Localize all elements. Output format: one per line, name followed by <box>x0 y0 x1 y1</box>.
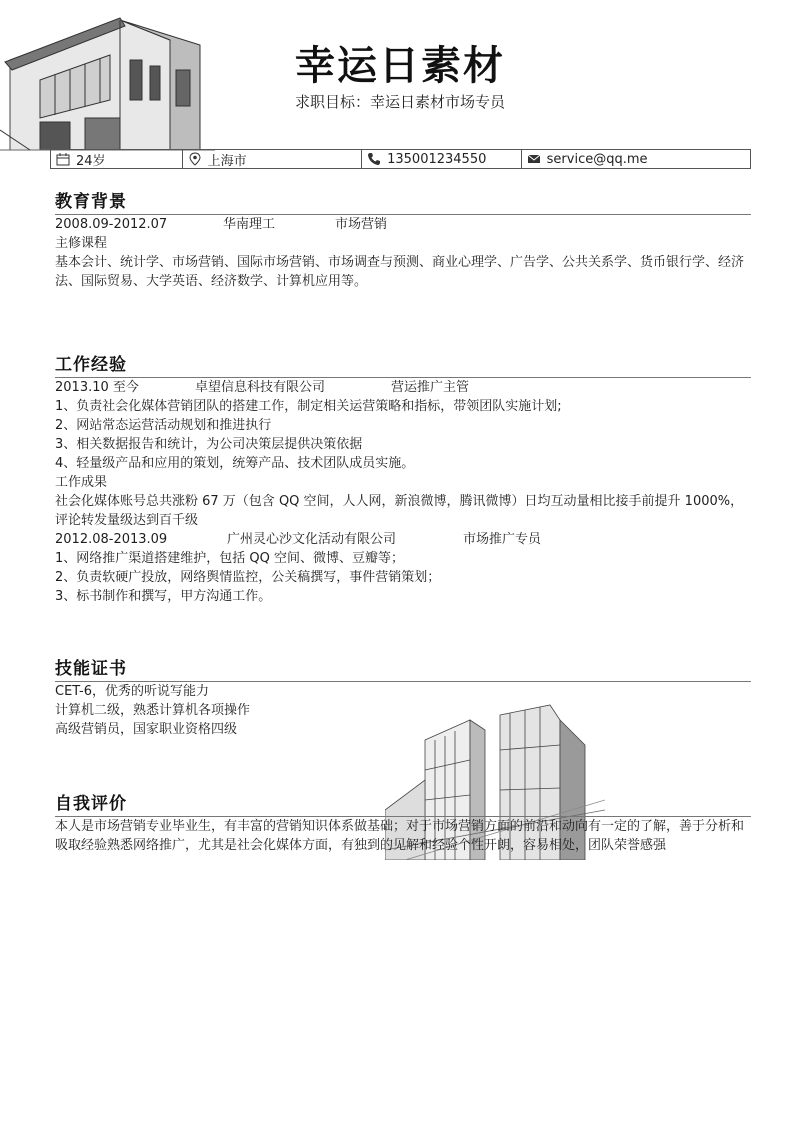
job-objective: 求职目标：幸运日素材市场专员 <box>294 93 505 111</box>
job2-row <box>55 530 751 549</box>
self-evaluation-section <box>55 792 751 855</box>
job2-company: 广州灵心沙文化活动有限公司 <box>227 532 397 547</box>
job2-period: 2012.08-2013.09 <box>55 532 168 547</box>
skill-item: 计算机二级，熟悉计算机各项操作 <box>55 703 251 718</box>
envelope-icon <box>526 151 542 167</box>
education-section <box>55 190 751 291</box>
education-major: 市场营销 <box>335 217 388 232</box>
job1-duty: 1、负责社会化媒体营销团队的搭建工作，制定相关运营策略和指标，带领团队实施计划; <box>55 399 562 414</box>
info-phone <box>362 150 522 168</box>
phone-icon <box>366 151 382 167</box>
job2-duty: 1、网络推广渠道搭建维护，包括 QQ 空间、微博、豆瓣等； <box>55 551 405 566</box>
skill-item: 高级营销员，国家职业资格四级 <box>55 722 238 737</box>
self-evaluation-text: 本人是市场营销专业毕业生，有丰富的营销知识体系做基础；对于市场营销方面的前沿和动向有一定的了解，善于分析和吸取经验熟悉网络推广，尤其是社会化媒体方面，有独到的见解和经验个性开朗，容易相处，团队荣誉感强 <box>55 819 745 853</box>
courses-label: 主修课程 <box>55 236 108 251</box>
job1-result-label: 工作成果 <box>55 475 108 490</box>
age-value: 24岁 <box>76 153 106 169</box>
info-city <box>183 150 362 168</box>
phone-value: 135001234550 <box>387 151 487 167</box>
job1-row <box>55 378 751 397</box>
info-email <box>522 150 750 168</box>
job2-duty: 2、负责软硬广投放，网络舆情监控，公关稿撰写，事件营销策划； <box>55 570 441 585</box>
work-section <box>55 353 751 606</box>
email-value: service@qq.me <box>546 151 648 167</box>
education-row <box>55 215 751 234</box>
job1-duty: 4、轻量级产品和应用的策划，统筹产品、技术团队成员实施。 <box>55 456 415 471</box>
education-title: 教育背景 <box>55 190 751 215</box>
education-period: 2008.09-2012.07 <box>55 217 168 232</box>
candidate-name: 幸运日素材 <box>295 43 505 89</box>
skill-item: CET-6，优秀的听说写能力 <box>55 684 210 699</box>
personal-info-bar <box>50 149 751 169</box>
self-evaluation-title: 自我评价 <box>55 792 751 817</box>
courses-list: 基本会计、统计学、市场营销、国际市场营销、市场调查与预测、商业心理学、广告学、公共关系学、货币银行学、经济法、国际贸易、大学英语、经济数学、计算机应用等。 <box>55 255 745 289</box>
info-age <box>51 150 183 168</box>
work-title: 工作经验 <box>55 353 751 378</box>
job2-duty: 3、标书制作和撰写，甲方沟通工作。 <box>55 589 272 604</box>
location-pin-icon <box>187 151 203 167</box>
calendar-icon <box>55 151 71 167</box>
skills-title: 技能证书 <box>55 657 751 682</box>
education-school: 华南理工 <box>223 217 276 232</box>
job1-company: 卓望信息科技有限公司 <box>195 380 326 395</box>
job1-result: 社会化媒体账号总共涨粉 67 万（包含 QQ 空间，人人网，新浪微博，腾讯微博）日均互动量相比接手前提升 1000%，评论转发量级达到百千级 <box>55 494 744 528</box>
city-value: 上海市 <box>207 153 247 169</box>
job1-duty: 2、网站常态运营活动规划和推进执行 <box>55 418 272 433</box>
job1-duty: 3、相关数据报告和统计，为公司决策层提供决策依据 <box>55 437 363 452</box>
job2-position: 市场推广专员 <box>463 532 542 547</box>
job1-period: 2013.10 至今 <box>55 380 139 395</box>
skills-section <box>55 657 751 739</box>
job1-position: 营运推广主管 <box>391 380 470 395</box>
